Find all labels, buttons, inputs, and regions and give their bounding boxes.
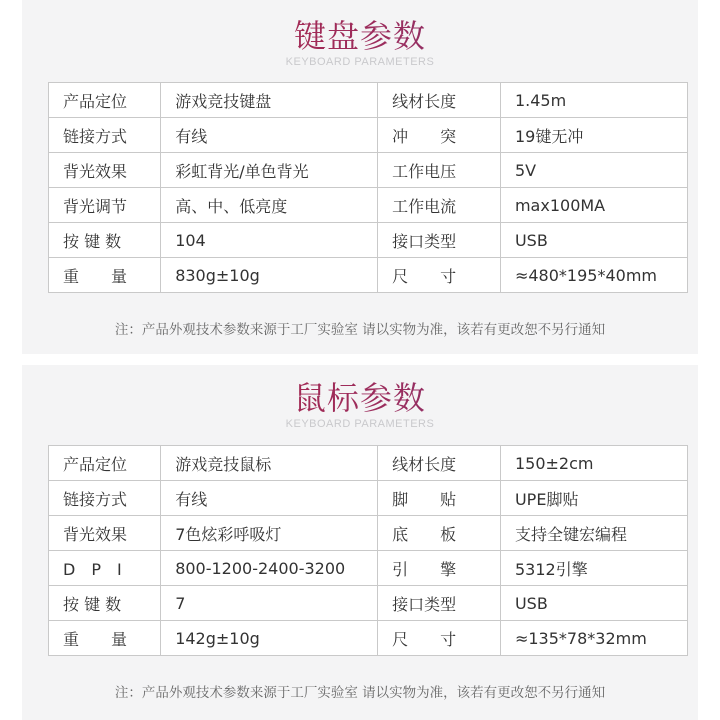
spec-label: 背光效果 (49, 153, 161, 188)
spec-value: 800-1200-2400-3200 (161, 551, 378, 586)
spec-value: 有线 (161, 481, 378, 516)
spec-value: 游戏竞技键盘 (161, 83, 378, 118)
spec-label: 接口类型 (378, 223, 501, 258)
table-row (49, 621, 688, 656)
spec-value: 5V (500, 153, 687, 188)
spec-value: UPE脚贴 (500, 481, 687, 516)
spec-value: USB (500, 223, 687, 258)
spec-value: 104 (161, 223, 378, 258)
spec-label: 底 板 (378, 516, 501, 551)
table-row (49, 516, 688, 551)
spec-label: 冲 突 (378, 118, 501, 153)
spec-label: 接口类型 (378, 586, 501, 621)
mouse-panel (22, 365, 698, 720)
spec-value: 7 (161, 586, 378, 621)
spec-value: 高、中、低亮度 (161, 188, 378, 223)
keyboard-subtitle: KEYBOARD PARAMETERS (285, 56, 435, 68)
spec-value: 142g±10g (161, 621, 378, 656)
spec-label: 重 量 (49, 621, 161, 656)
spec-label: 链接方式 (49, 481, 161, 516)
table-row (49, 481, 688, 516)
spec-value: 150±2cm (500, 446, 687, 481)
spec-label: D P I (49, 551, 161, 586)
spec-label: 引 擎 (378, 551, 501, 586)
table-row (49, 446, 688, 481)
spec-label: 尺 寸 (378, 258, 501, 293)
keyboard-disclaimer-note: 注：产品外观技术参数来源于工厂实验室 请以实物为准，该若有更改恕不另行通知 (114, 322, 606, 338)
spec-value: ≈480*195*40mm (500, 258, 687, 293)
spec-label: 产品定位 (49, 446, 161, 481)
table-row (49, 586, 688, 621)
table-row (49, 258, 688, 293)
spec-label: 背光调节 (49, 188, 161, 223)
spec-label: 脚 贴 (378, 481, 501, 516)
spec-value: 7色炫彩呼吸灯 (161, 516, 378, 551)
spec-label: 线材长度 (378, 83, 501, 118)
spec-value: 彩虹背光/单色背光 (161, 153, 378, 188)
spec-label: 工作电压 (378, 153, 501, 188)
spec-value: 830g±10g (161, 258, 378, 293)
spec-value: USB (500, 586, 687, 621)
spec-label: 产品定位 (49, 83, 161, 118)
keyboard-panel (22, 0, 698, 354)
spec-label: 背光效果 (49, 516, 161, 551)
spec-value: 1.45m (500, 83, 687, 118)
spec-value: ≈135*78*32mm (500, 621, 687, 656)
spec-value: 有线 (161, 118, 378, 153)
spec-label: 线材长度 (378, 446, 501, 481)
table-row (49, 83, 688, 118)
spec-value: 支持全键宏编程 (500, 516, 687, 551)
table-row (49, 118, 688, 153)
table-row (49, 551, 688, 586)
spec-value: 5312引擎 (500, 551, 687, 586)
spec-label: 重 量 (49, 258, 161, 293)
spec-value: 19键无冲 (500, 118, 687, 153)
spec-label: 尺 寸 (378, 621, 501, 656)
keyboard-specs-table (48, 82, 688, 293)
keyboard-title: 键盘参数 (22, 20, 698, 52)
spec-label: 按 键 数 (49, 223, 161, 258)
mouse-title: 鼠标参数 (22, 382, 698, 414)
spec-value: max100MA (500, 188, 687, 223)
spec-label: 链接方式 (49, 118, 161, 153)
table-row (49, 188, 688, 223)
spec-value: 游戏竞技鼠标 (161, 446, 378, 481)
spec-label: 按 键 数 (49, 586, 161, 621)
table-row (49, 153, 688, 188)
mouse-specs-table (48, 445, 688, 656)
mouse-disclaimer-note: 注：产品外观技术参数来源于工厂实验室 请以实物为准，该若有更改恕不另行通知 (114, 685, 606, 701)
spec-label: 工作电流 (378, 188, 501, 223)
mouse-subtitle: KEYBOARD PARAMETERS (285, 418, 435, 430)
table-row (49, 223, 688, 258)
